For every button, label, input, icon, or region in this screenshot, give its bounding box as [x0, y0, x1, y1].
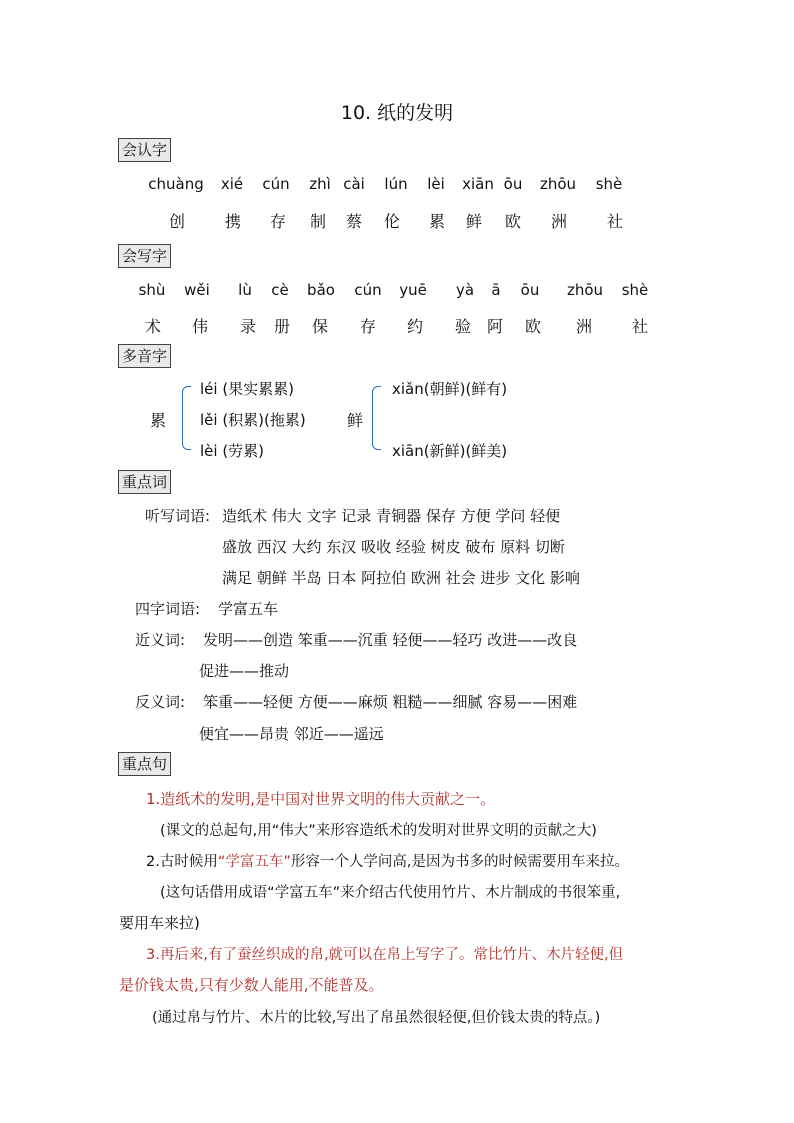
hanzi-character: 携	[224, 212, 242, 231]
pinyin-syllable: zhōu	[539, 175, 577, 193]
hanzi-character: 存	[359, 317, 377, 336]
sentence-3-line-1: 3.再后来,有了蚕丝织成的帛,就可以在帛上写字了。常比竹片、木片轻便,但	[146, 947, 624, 963]
tingxie-line-3: 满足 朝鲜 半岛 日本 阿拉伯 欧洲 社会 进步 文化 影响	[222, 569, 580, 587]
pinyin-syllable: lù	[238, 281, 252, 299]
hanzi-character: 伟	[191, 317, 209, 336]
pinyin-syllable: cún	[262, 175, 290, 193]
pinyin-syllable: cè	[271, 281, 289, 299]
page-title: 10. 纸的发明	[340, 102, 454, 124]
duoyin-char-lei: 累	[150, 411, 167, 430]
hanzi-character: 制	[309, 212, 327, 231]
sentence-3-line-2: 是价钱太贵,只有少数人能用,不能普及。	[119, 976, 384, 994]
tingxie-line-2: 盛放 西汉 大约 东汉 吸收 经验 树皮 破布 原料 切断	[222, 538, 565, 556]
pinyin-syllable: lèi	[427, 175, 445, 193]
pinyin-syllable: bǎo	[307, 281, 335, 299]
hanzi-character: 社	[631, 317, 649, 336]
jinyi-line-2: 促进——推动	[199, 662, 290, 680]
jinyi-label: 近义词:	[135, 631, 186, 649]
hanzi-character: 欧	[504, 212, 522, 231]
xian-reading-1: xiǎn(朝鲜)(鲜有)	[392, 380, 508, 398]
sentence-2	[146, 850, 629, 871]
pinyin-syllable: ōu	[520, 281, 540, 299]
pinyin-syllable: shù	[138, 281, 166, 299]
hanzi-character: 存	[269, 212, 287, 231]
lei-reading-3: lèi (劳累)	[200, 442, 265, 460]
fanyi-line-2: 便宜——昂贵 邻近——遥远	[199, 725, 384, 743]
tingxie-label: 听写词语:	[145, 507, 211, 525]
hanzi-character: 册	[273, 317, 291, 336]
hanzi-character: 创	[168, 212, 186, 231]
hanzi-character: 洲	[575, 317, 593, 336]
pinyin-syllable: ā	[491, 281, 501, 299]
lei-reading-2: lěi (积累)(拖累)	[200, 411, 306, 429]
sentence-1: 1.造纸术的发明,是中国对世界文明的伟大贡献之一。	[146, 790, 496, 808]
hanzi-character: 累	[428, 212, 446, 231]
sentence-2-part-a: 2.古时候用	[146, 854, 218, 870]
xian-reading-2: xiān(新鲜)(鲜美)	[392, 442, 508, 460]
pinyin-syllable: cún	[354, 281, 382, 299]
pinyin-syllable: xié	[220, 175, 244, 193]
tingxie-line-1: 造纸术 伟大 文字 记录 青铜器 保存 方便 学问 轻便	[222, 507, 561, 525]
fanyi-line-1: 笨重——轻便 方便——麻烦 粗糙——细腻 容易——困难	[203, 693, 578, 711]
hanzi-character: 验	[454, 317, 472, 336]
section-header-zhongdianci: 重点词	[118, 470, 171, 494]
pinyin-syllable: ōu	[503, 175, 523, 193]
sentence-2-part-b: “学富五车”	[217, 854, 291, 870]
hanzi-character: 伦	[383, 212, 401, 231]
hanzi-character: 社	[606, 212, 624, 231]
section-header-duoyinzi: 多音字	[118, 344, 171, 368]
jinyi-line-1: 发明——创造 笨重——沉重 轻便——轻巧 改进——改良	[203, 631, 578, 649]
hanzi-character: 录	[239, 317, 257, 336]
section-header-huirenzi: 会认字	[118, 138, 171, 162]
pinyin-syllable: wěi	[184, 281, 210, 299]
pinyin-syllable: chuàng	[148, 175, 204, 193]
lei-brace	[182, 386, 191, 450]
hanzi-character: 洲	[550, 212, 568, 231]
fanyi-label: 反义词:	[135, 693, 186, 711]
note-2-line-2: 要用车来拉)	[119, 914, 200, 932]
pinyin-syllable: xiān	[462, 175, 494, 193]
hanzi-character: 欧	[524, 317, 542, 336]
sizi-value: 学富五车	[218, 600, 279, 618]
sentence-2-part-c: 形容一个人学问高,是因为书多的时候需要用车来拉。	[290, 854, 629, 870]
pinyin-syllable: lún	[384, 175, 408, 193]
note-2-line-1: (这句话借用成语“学富五车”来介绍古代使用竹片、木片制成的书很笨重,	[160, 885, 621, 901]
hanzi-character: 阿	[486, 317, 504, 336]
hanzi-character: 蔡	[345, 212, 363, 231]
duoyin-char-xian: 鲜	[347, 411, 364, 430]
pinyin-syllable: shè	[621, 281, 649, 299]
pinyin-syllable: shè	[595, 175, 623, 193]
pinyin-syllable: zhì	[309, 175, 331, 193]
hanzi-character: 术	[144, 317, 162, 336]
pinyin-syllable: yuē	[399, 281, 427, 299]
xian-brace	[372, 386, 381, 450]
sizi-label: 四字词语:	[135, 600, 201, 618]
hanzi-character: 保	[311, 317, 329, 336]
section-header-huixiezi: 会写字	[118, 244, 171, 268]
section-header-zhongdianju: 重点句	[118, 752, 171, 776]
note-1: (课文的总起句,用“伟大”来形容造纸术的发明对世界文明的贡献之大)	[160, 823, 597, 839]
pinyin-syllable: cài	[343, 175, 365, 193]
pinyin-syllable: yà	[455, 281, 475, 299]
lei-reading-1: léi (果实累累)	[200, 380, 295, 398]
note-3: (通过帛与竹片、木片的比较,写出了帛虽然很轻便,但价钱太贵的特点。)	[152, 1010, 601, 1026]
hanzi-character: 鲜	[465, 212, 483, 231]
hanzi-character: 约	[406, 317, 424, 336]
pinyin-syllable: zhōu	[566, 281, 604, 299]
